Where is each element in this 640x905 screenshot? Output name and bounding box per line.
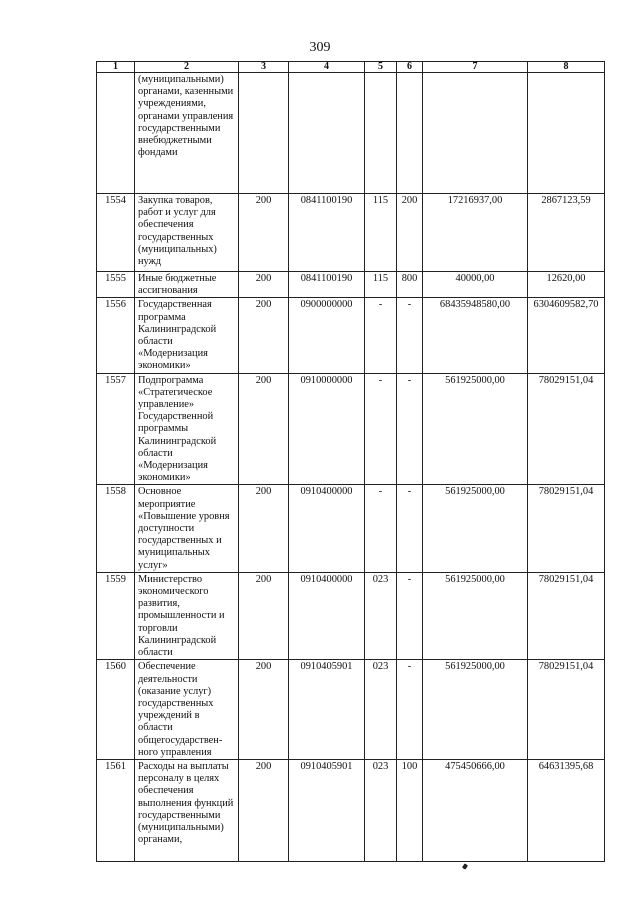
row-value-cell: 100 xyxy=(397,759,423,861)
row-value-cell: 78029151,04 xyxy=(528,572,605,659)
row-value-cell: - xyxy=(397,572,423,659)
row-value-cell xyxy=(528,73,605,194)
row-value-cell: - xyxy=(397,373,423,485)
row-value-cell: 6304609582,70 xyxy=(528,298,605,373)
row-name-cell: Основное мероприятие «Повышение уровня доступности государственных и муниципальных услуг» xyxy=(135,485,239,572)
row-value-cell: 200 xyxy=(239,759,289,861)
row-value-cell xyxy=(289,73,365,194)
row-number-cell xyxy=(97,73,135,194)
row-value-cell: 0910400000 xyxy=(289,485,365,572)
row-value-cell: 0841100190 xyxy=(289,272,365,298)
row-number-cell: 1561 xyxy=(97,759,135,861)
header-row xyxy=(97,62,605,73)
row-name-cell: Иные бюджетные ассигнования xyxy=(135,272,239,298)
row-value-cell: - xyxy=(365,298,397,373)
row-value-cell: 200 xyxy=(239,194,289,272)
row-value-cell: 0841100190 xyxy=(289,194,365,272)
row-value-cell: 12620,00 xyxy=(528,272,605,298)
row-value-cell: 17216937,00 xyxy=(423,194,528,272)
ink-mark xyxy=(462,863,468,869)
table-row xyxy=(97,373,605,485)
row-value-cell: 115 xyxy=(365,194,397,272)
table-row xyxy=(97,298,605,373)
header-cell: 2 xyxy=(135,62,239,73)
row-value-cell: 200 xyxy=(239,272,289,298)
row-name-cell: Подпрограмма «Стратегическое управление» Государственной программы Калининградской области «Модернизация экономики» xyxy=(135,373,239,485)
row-name-cell: Закупка товаров, работ и услуг для обеспечения государственных (муниципальных) нужд xyxy=(135,194,239,272)
page-number: 309 xyxy=(309,40,331,55)
row-value-cell: 475450666,00 xyxy=(423,759,528,861)
row-name-cell: Министерство экономического развития, промышленности и торговли Калининградской области xyxy=(135,572,239,659)
row-value-cell xyxy=(239,73,289,194)
row-value-cell: - xyxy=(365,373,397,485)
row-value-cell: - xyxy=(397,298,423,373)
row-value-cell: 0910405901 xyxy=(289,759,365,861)
row-name-cell: Обеспечение деятельности (оказание услуг) государственных учреждений в области общегосударствен-ного управления xyxy=(135,660,239,760)
table-row xyxy=(97,73,605,194)
row-value-cell: 023 xyxy=(365,759,397,861)
row-value-cell xyxy=(423,73,528,194)
row-value-cell: 200 xyxy=(239,298,289,373)
row-number-cell: 1556 xyxy=(97,298,135,373)
row-name-cell: Расходы на выплаты персоналу в целях обеспечения выполнения функций государственными (муниципальными) органами, xyxy=(135,759,239,861)
row-number-cell: 1558 xyxy=(97,485,135,572)
row-value-cell: 561925000,00 xyxy=(423,373,528,485)
header-cell: 4 xyxy=(289,62,365,73)
table-row xyxy=(97,572,605,659)
row-value-cell: 200 xyxy=(239,572,289,659)
row-name-cell: (муниципальными) органами, казенными учреждениями, органами управления государственными внебюджетными фондами xyxy=(135,73,239,194)
row-value-cell: 800 xyxy=(397,272,423,298)
header-cell: 7 xyxy=(423,62,528,73)
row-value-cell: - xyxy=(397,660,423,760)
header-cell: 6 xyxy=(397,62,423,73)
header-cell: 1 xyxy=(97,62,135,73)
row-value-cell: 0910400000 xyxy=(289,572,365,659)
table-row xyxy=(97,194,605,272)
table-row xyxy=(97,485,605,572)
header-cell: 8 xyxy=(528,62,605,73)
row-value-cell: 64631395,68 xyxy=(528,759,605,861)
row-number-cell: 1554 xyxy=(97,194,135,272)
row-number-cell: 1560 xyxy=(97,660,135,760)
row-value-cell: 023 xyxy=(365,572,397,659)
row-value-cell: 200 xyxy=(239,485,289,572)
row-number-cell: 1555 xyxy=(97,272,135,298)
row-value-cell: 115 xyxy=(365,272,397,298)
budget-table xyxy=(96,61,605,862)
row-value-cell: 561925000,00 xyxy=(423,485,528,572)
table-row xyxy=(97,759,605,861)
row-value-cell: 200 xyxy=(397,194,423,272)
row-value-cell: 68435948580,00 xyxy=(423,298,528,373)
table-row xyxy=(97,272,605,298)
row-value-cell: 0910405901 xyxy=(289,660,365,760)
row-value-cell: 200 xyxy=(239,373,289,485)
row-value-cell: 40000,00 xyxy=(423,272,528,298)
row-value-cell: 561925000,00 xyxy=(423,572,528,659)
row-number-cell: 1557 xyxy=(97,373,135,485)
row-value-cell: 0900000000 xyxy=(289,298,365,373)
row-value-cell: 2867123,59 xyxy=(528,194,605,272)
row-value-cell xyxy=(397,73,423,194)
row-value-cell xyxy=(365,73,397,194)
row-value-cell: 78029151,04 xyxy=(528,373,605,485)
header-cell: 3 xyxy=(239,62,289,73)
header-cell: 5 xyxy=(365,62,397,73)
row-value-cell: 78029151,04 xyxy=(528,660,605,760)
row-value-cell: 78029151,04 xyxy=(528,485,605,572)
row-value-cell: 200 xyxy=(239,660,289,760)
row-number-cell: 1559 xyxy=(97,572,135,659)
row-value-cell: - xyxy=(365,485,397,572)
row-value-cell: 0910000000 xyxy=(289,373,365,485)
row-value-cell: 561925000,00 xyxy=(423,660,528,760)
row-name-cell: Государственная программа Калининградской области «Модернизация экономики» xyxy=(135,298,239,373)
table-row xyxy=(97,660,605,760)
row-value-cell: - xyxy=(397,485,423,572)
row-value-cell: 023 xyxy=(365,660,397,760)
